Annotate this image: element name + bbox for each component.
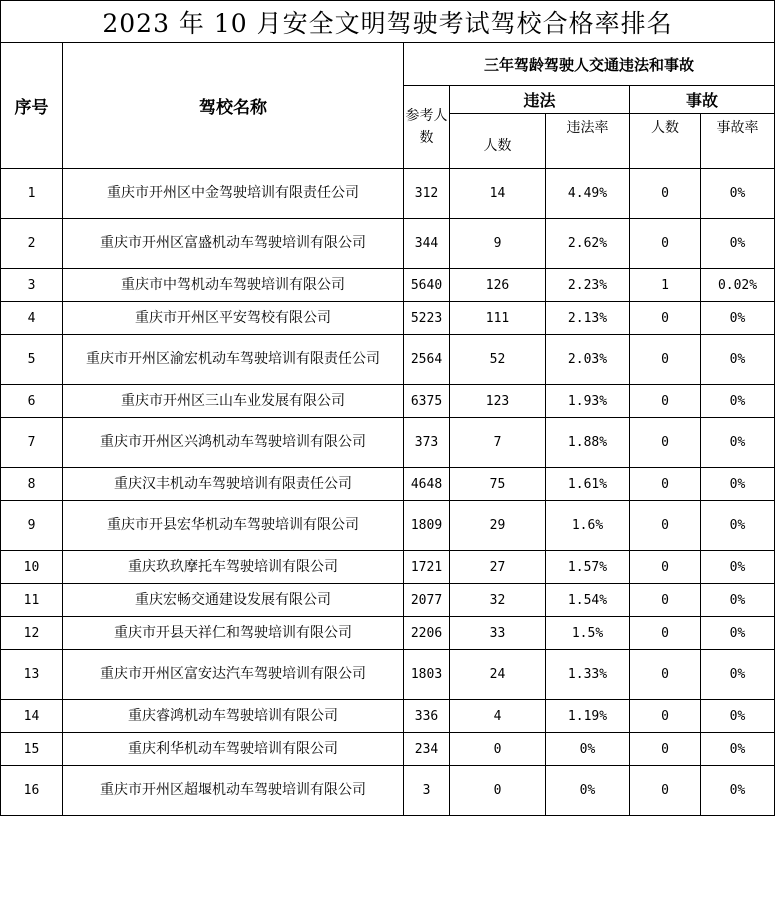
violation-count-cell: 52 <box>450 335 546 385</box>
accident-count-cell: 0 <box>630 766 701 816</box>
accident-rate-cell: 0% <box>701 617 775 650</box>
participants-cell: 373 <box>404 418 450 468</box>
accident-count-cell: 0 <box>630 617 701 650</box>
seq-cell: 16 <box>1 766 63 816</box>
school-name-cell: 重庆市中驾机动车驾驶培训有限公司 <box>63 269 404 302</box>
violation-rate-cell: 1.19% <box>546 700 630 733</box>
table-row <box>1 700 775 733</box>
violation-rate-cell: 0% <box>546 733 630 766</box>
violation-rate-cell: 2.03% <box>546 335 630 385</box>
seq-cell: 12 <box>1 617 63 650</box>
violation-count-cell: 14 <box>450 169 546 219</box>
violation-rate-cell: 2.23% <box>546 269 630 302</box>
header-accident: 事故 <box>630 86 775 114</box>
accident-rate-cell: 0% <box>701 302 775 335</box>
accident-rate-cell: 0% <box>701 584 775 617</box>
accident-rate-cell: 0% <box>701 733 775 766</box>
violation-count-cell: 75 <box>450 468 546 501</box>
accident-count-cell: 0 <box>630 650 701 700</box>
table-row <box>1 766 775 816</box>
table-row <box>1 733 775 766</box>
accident-rate-cell: 0% <box>701 385 775 418</box>
violation-count-cell: 24 <box>450 650 546 700</box>
school-name-cell: 重庆市开县天祥仁和驾驶培训有限公司 <box>63 617 404 650</box>
participants-cell: 234 <box>404 733 450 766</box>
accident-rate-cell: 0.02% <box>701 269 775 302</box>
violation-count-cell: 4 <box>450 700 546 733</box>
table-row <box>1 169 775 219</box>
school-name-cell: 重庆玖玖摩托车驾驶培训有限公司 <box>63 551 404 584</box>
accident-count-cell: 0 <box>630 418 701 468</box>
accident-count-cell: 0 <box>630 501 701 551</box>
seq-cell: 11 <box>1 584 63 617</box>
violation-rate-cell: 2.62% <box>546 219 630 269</box>
accident-count-cell: 0 <box>630 584 701 617</box>
school-name-cell: 重庆宏畅交通建设发展有限公司 <box>63 584 404 617</box>
seq-cell: 8 <box>1 468 63 501</box>
violation-rate-cell: 4.49% <box>546 169 630 219</box>
accident-count-cell: 0 <box>630 468 701 501</box>
school-name-cell: 重庆利华机动车驾驶培训有限公司 <box>63 733 404 766</box>
accident-rate-cell: 0% <box>701 766 775 816</box>
violation-count-cell: 9 <box>450 219 546 269</box>
header-violation-rate: 违法率 <box>546 114 630 169</box>
header-violation-count: 人数 <box>450 114 546 169</box>
seq-cell: 15 <box>1 733 63 766</box>
header-accident-count: 人数 <box>630 114 701 169</box>
seq-cell: 14 <box>1 700 63 733</box>
violation-count-cell: 7 <box>450 418 546 468</box>
table-row <box>1 302 775 335</box>
violation-rate-cell: 1.93% <box>546 385 630 418</box>
school-name-cell: 重庆汉丰机动车驾驶培训有限责任公司 <box>63 468 404 501</box>
table-row <box>1 269 775 302</box>
accident-count-cell: 0 <box>630 335 701 385</box>
participants-cell: 2564 <box>404 335 450 385</box>
header-seq: 序号 <box>1 43 63 169</box>
violation-rate-cell: 2.13% <box>546 302 630 335</box>
school-name-cell: 重庆市开州区富盛机动车驾驶培训有限公司 <box>63 219 404 269</box>
participants-cell: 6375 <box>404 385 450 418</box>
table-row <box>1 418 775 468</box>
school-name-cell: 重庆市开州区富安达汽车驾驶培训有限公司 <box>63 650 404 700</box>
table-row <box>1 468 775 501</box>
accident-rate-cell: 0% <box>701 650 775 700</box>
participants-cell: 344 <box>404 219 450 269</box>
participants-cell: 1809 <box>404 501 450 551</box>
violation-count-cell: 126 <box>450 269 546 302</box>
participants-cell: 5640 <box>404 269 450 302</box>
participants-cell: 2077 <box>404 584 450 617</box>
table-row <box>1 650 775 700</box>
table-body <box>1 169 775 816</box>
accident-rate-cell: 0% <box>701 501 775 551</box>
accident-count-cell: 0 <box>630 302 701 335</box>
participants-cell: 336 <box>404 700 450 733</box>
participants-cell: 4648 <box>404 468 450 501</box>
seq-cell: 2 <box>1 219 63 269</box>
school-name-cell: 重庆市开州区三山车业发展有限公司 <box>63 385 404 418</box>
header-accident-rate: 事故率 <box>701 114 775 169</box>
school-name-cell: 重庆市开州区兴鸿机动车驾驶培训有限公司 <box>63 418 404 468</box>
participants-cell: 3 <box>404 766 450 816</box>
violation-rate-cell: 1.88% <box>546 418 630 468</box>
seq-cell: 9 <box>1 501 63 551</box>
table-row <box>1 551 775 584</box>
school-name-cell: 重庆市开县宏华机动车驾驶培训有限公司 <box>63 501 404 551</box>
violation-count-cell: 27 <box>450 551 546 584</box>
accident-rate-cell: 0% <box>701 468 775 501</box>
seq-cell: 13 <box>1 650 63 700</box>
participants-cell: 312 <box>404 169 450 219</box>
accident-count-cell: 0 <box>630 551 701 584</box>
seq-cell: 4 <box>1 302 63 335</box>
participants-cell: 5223 <box>404 302 450 335</box>
accident-count-cell: 0 <box>630 733 701 766</box>
violation-count-cell: 33 <box>450 617 546 650</box>
violation-rate-cell: 1.61% <box>546 468 630 501</box>
accident-rate-cell: 0% <box>701 335 775 385</box>
header-violation: 违法 <box>450 86 630 114</box>
accident-rate-cell: 0% <box>701 169 775 219</box>
violation-rate-cell: 1.5% <box>546 617 630 650</box>
table-row <box>1 501 775 551</box>
accident-count-cell: 0 <box>630 219 701 269</box>
seq-cell: 10 <box>1 551 63 584</box>
accident-rate-cell: 0% <box>701 219 775 269</box>
seq-cell: 7 <box>1 418 63 468</box>
school-name-cell: 重庆市开州区超堰机动车驾驶培训有限公司 <box>63 766 404 816</box>
participants-cell: 2206 <box>404 617 450 650</box>
accident-count-cell: 0 <box>630 700 701 733</box>
table-row <box>1 385 775 418</box>
accident-rate-cell: 0% <box>701 551 775 584</box>
seq-cell: 3 <box>1 269 63 302</box>
school-name-cell: 重庆市开州区中金驾驶培训有限责任公司 <box>63 169 404 219</box>
accident-count-cell: 1 <box>630 269 701 302</box>
violation-count-cell: 32 <box>450 584 546 617</box>
violation-count-cell: 29 <box>450 501 546 551</box>
seq-cell: 1 <box>1 169 63 219</box>
header-group: 三年驾龄驾驶人交通违法和事故 <box>404 43 775 86</box>
header-participants: 参考人数 <box>404 86 450 169</box>
table-row <box>1 584 775 617</box>
violation-rate-cell: 1.57% <box>546 551 630 584</box>
table-row <box>1 335 775 385</box>
violation-rate-cell: 1.6% <box>546 501 630 551</box>
school-name-cell: 重庆睿鸿机动车驾驶培训有限公司 <box>63 700 404 733</box>
accident-rate-cell: 0% <box>701 418 775 468</box>
header-school-name: 驾校名称 <box>63 43 404 169</box>
school-name-cell: 重庆市开州区平安驾校有限公司 <box>63 302 404 335</box>
accident-rate-cell: 0% <box>701 700 775 733</box>
violation-count-cell: 123 <box>450 385 546 418</box>
violation-rate-cell: 0% <box>546 766 630 816</box>
violation-count-cell: 0 <box>450 733 546 766</box>
violation-rate-cell: 1.54% <box>546 584 630 617</box>
page-title: 2023 年 10 月安全文明驾驶考试驾校合格率排名 <box>1 1 775 43</box>
school-name-cell: 重庆市开州区渝宏机动车驾驶培训有限责任公司 <box>63 335 404 385</box>
violation-count-cell: 0 <box>450 766 546 816</box>
seq-cell: 6 <box>1 385 63 418</box>
table-row <box>1 219 775 269</box>
accident-count-cell: 0 <box>630 169 701 219</box>
seq-cell: 5 <box>1 335 63 385</box>
accident-count-cell: 0 <box>630 385 701 418</box>
participants-cell: 1803 <box>404 650 450 700</box>
violation-rate-cell: 1.33% <box>546 650 630 700</box>
table-row <box>1 617 775 650</box>
participants-cell: 1721 <box>404 551 450 584</box>
violation-count-cell: 111 <box>450 302 546 335</box>
